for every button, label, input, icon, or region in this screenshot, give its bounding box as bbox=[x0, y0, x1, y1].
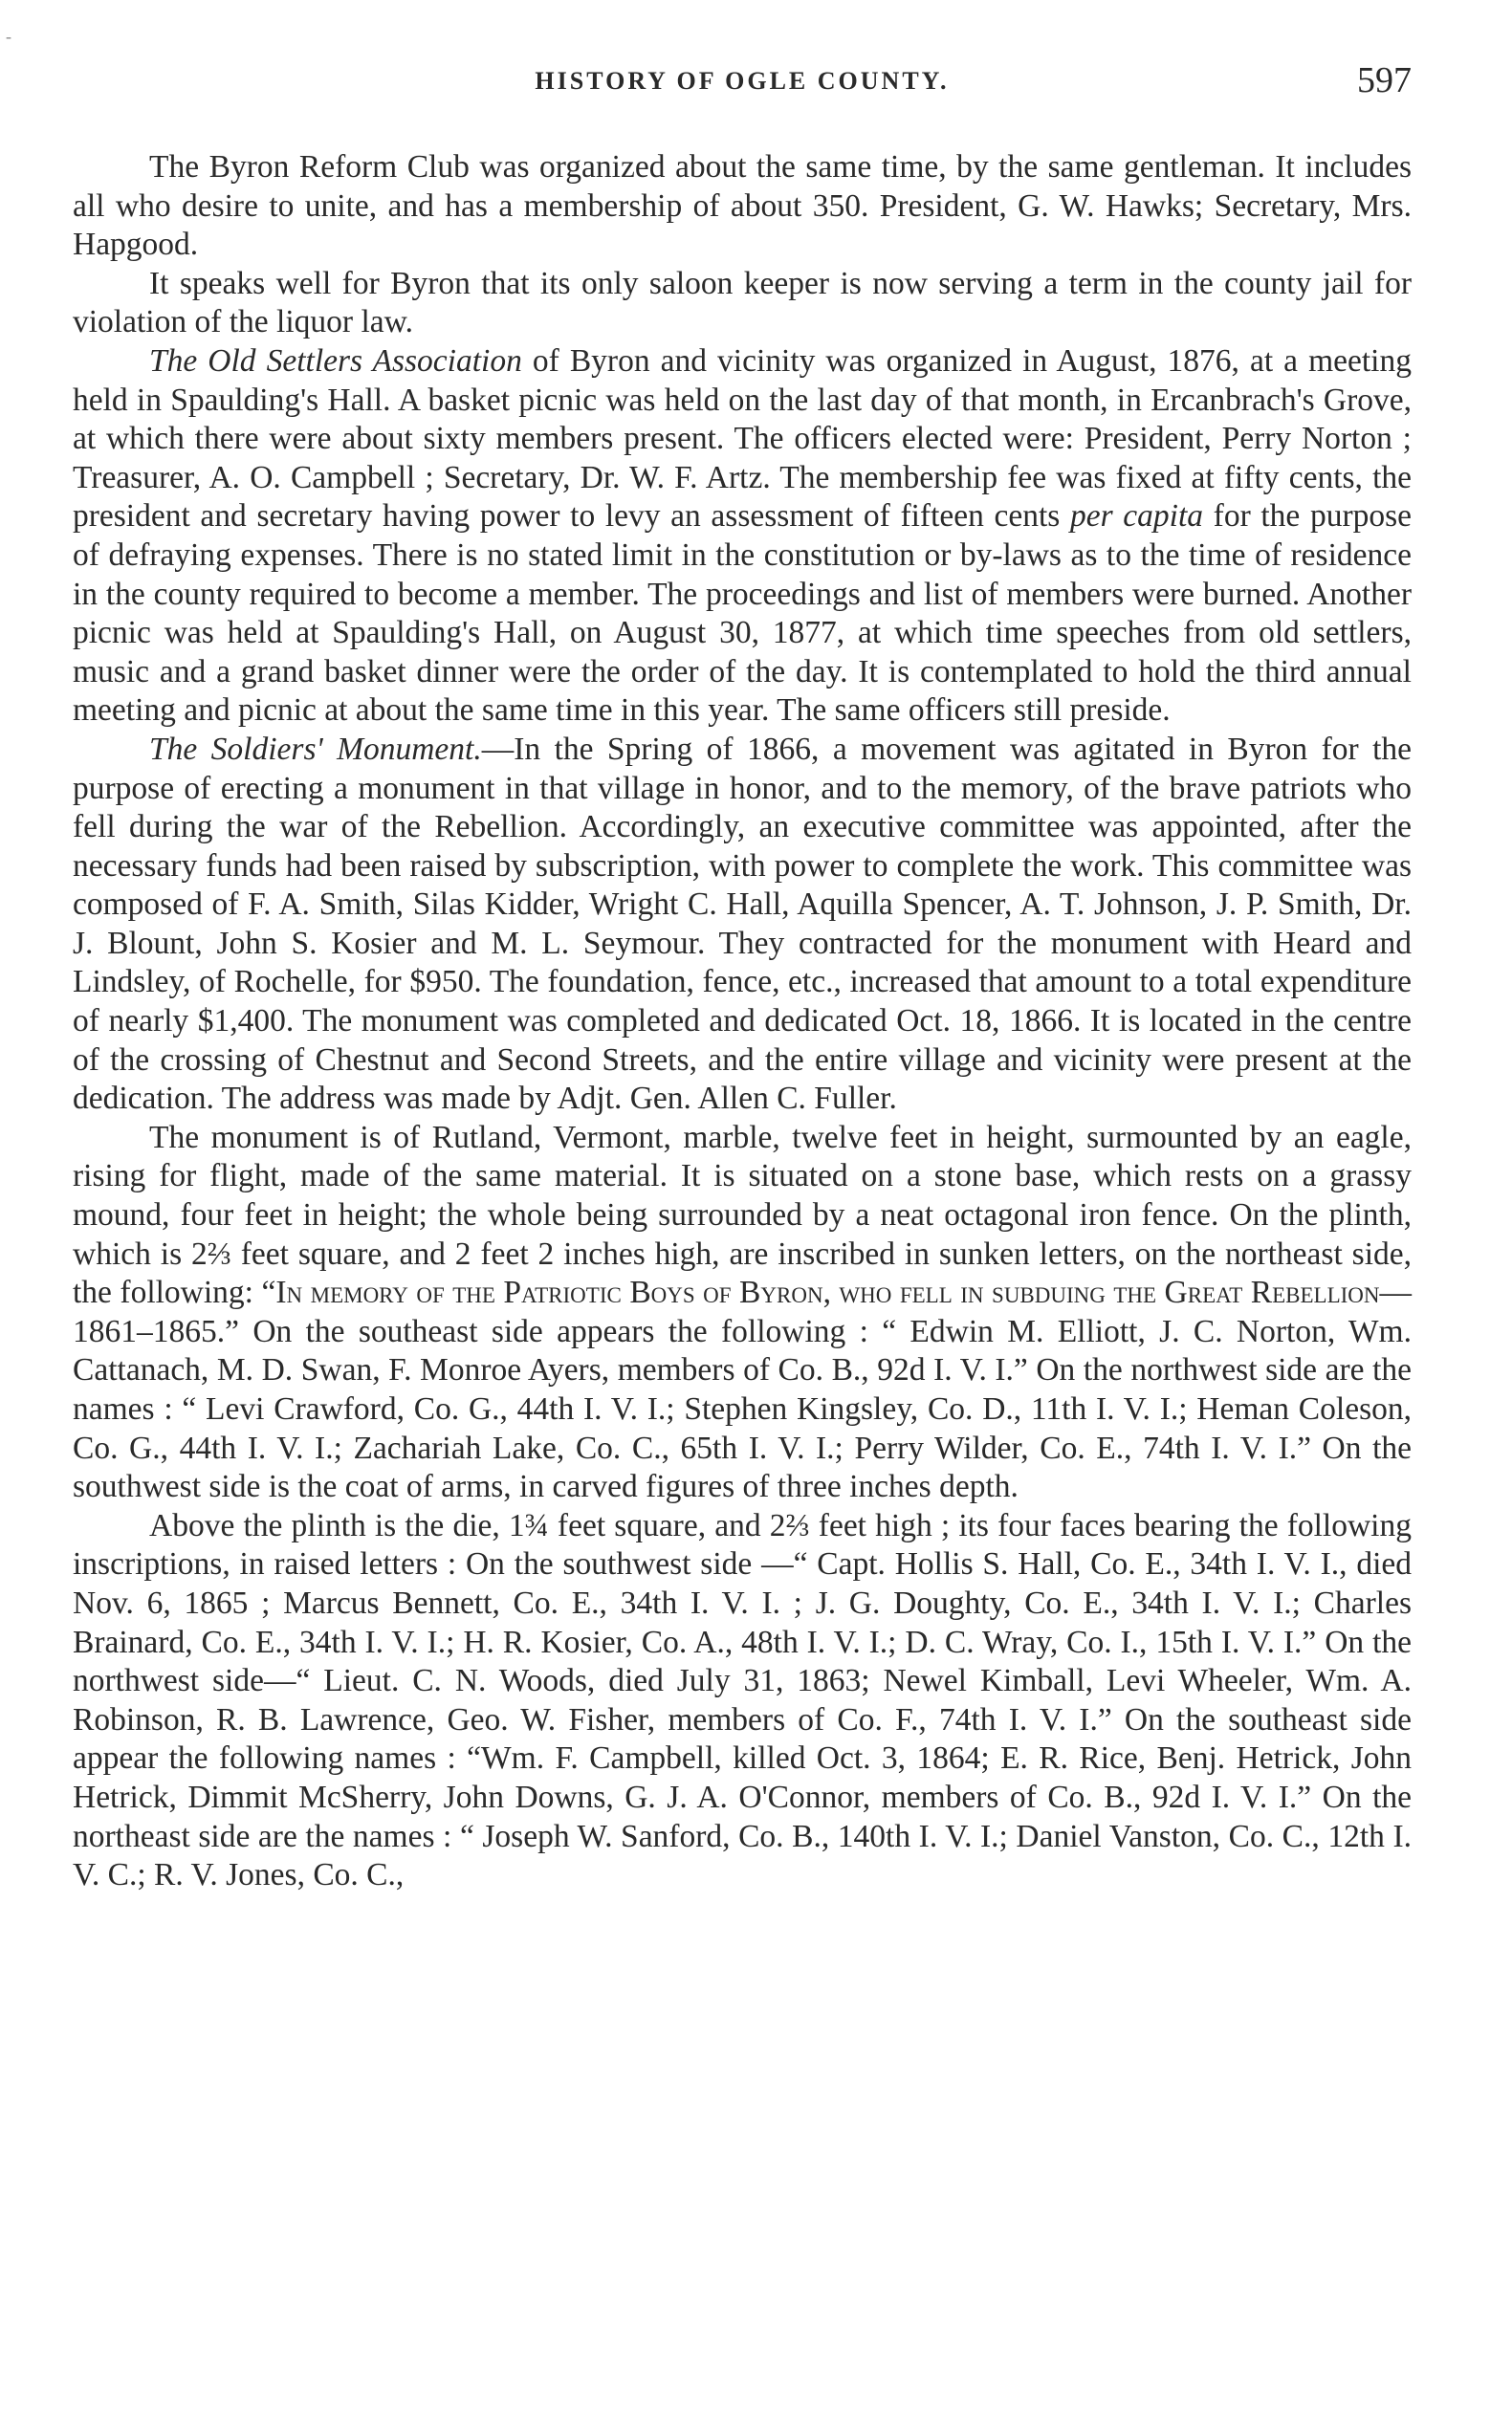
page-header bbox=[73, 59, 1412, 107]
plinth-inscription: In memory of the Patriotic Boys of Byron, who fell in subduing the Great Rebellion bbox=[275, 1275, 1380, 1311]
running-title: HISTORY OF OGLE COUNTY. bbox=[535, 67, 950, 95]
per-capita-phrase: per capita bbox=[1070, 498, 1204, 535]
soldiers-monument-text: —In the Spring of 1866, a movement was agitated in Byron for the purpose of erecting a monument in that village in honor, and to the memory, of the brave patriots who fell during the war of the Rebellion. Accordingly, an executive committee was appointed, after the necessary funds had been raised by subscription, with power to complete the work. This committee was composed of F. A. Smith, Silas Kidder, Wright C. Hall, Aquilla Spencer, A. T. Johnson, J. P. Smith, Dr. J. Blount, John S. Kosier and M. L. Seymour. They contracted for the monument with Heard and Lindsley, of Rochelle, for $950. The foundation, fence, etc., increased that amount to a total expenditure of nearly $1,400. The monument was completed and dedicated Oct. 18, 1866. It is located in the centre of the crossing of Chestnut and Second Streets, and the entire village and vicinity were present at the dedication. The address was made by Adjt. Gen. Allen C. Fuller. bbox=[73, 731, 1412, 1117]
paragraph-die-inscriptions: Above the plinth is the die, 1¾ feet square, and 2⅔ feet high ; its four faces bearing the following inscriptions, in raised letters : On the southwest side —“ Capt. Hollis S. Hall, Co. E., 34th I. V. I., died Nov. 6, 1865 ; Marcus Bennett, Co. E., 34th I. V. I. ; J. G. Doughty, Co. E., 34th I. V. I.; Charles Brainard, Co. E., 34th I. V. I.; H. R. Kosier, Co. A., 48th I. V. I.; D. C. Wray, Co. I., 15th I. V. I.” On the northwest side—“ Lieut. C. N. Woods, died July 31, 1863; Newel Kimball, Levi Wheeler, Wm. A. Robinson, R. B. Lawrence, Geo. W. Fisher, members of Co. F., 74th I. V. I.” On the southeast side appear the following names : “Wm. F. Campbell, killed Oct. 3, 1864; E. R. Rice, Benj. Hetrick, John Hetrick, Dimmit McSherry, John Downs, G. J. A. O'Connor, members of Co. B., 92d I. V. I.” On the northeast side are the names : “ Joseph W. Sanford, Co. B., 140th I. V. I.; Daniel Vanston, Co. C., 12th I. V. C.; R. V. Jones, Co. C., bbox=[73, 1507, 1412, 1893]
paragraph-old-settlers bbox=[73, 342, 1412, 731]
old-settlers-text-a: of Byron and vicinity was organized in August, 1876, at a meeting held in Spaulding's Hall. A basket picnic was held on the last day of that month, in Ercanbrach's Grove, at which there were about sixty members present. The officers elected were: President, Perry Norton ; Treasurer, A. O. Campbell ; Secretary, Dr. W. F. Artz. The membership fee was fixed at fifty cents, the president and secretary having power to levy an assessment of fifteen cents bbox=[73, 342, 1412, 535]
monument-text-b: —1861–1865.” On the southeast side appears the following : “ Edwin M. Elliott, J. C. Norton, Wm. Cattanach, M. D. Swan, F. Monroe Ayers, members of Co. B., 92d I. V. I.” On the northwest side are the names : “ Levi Crawford, Co. G., 44th I. V. I.; Stephen Kingsley, Co. D., 11th I. V. I.; Heman Coleson, Co. G., 44th I. V. I.; Zachariah Lake, Co. C., 65th I. V. I.; Perry Wilder, Co. E., 74th I. V. I.” On the southwest side is the coat of arms, in carved figures of three inches depth. bbox=[73, 1275, 1412, 1505]
corner-mark: - bbox=[6, 27, 11, 46]
old-settlers-text-b: for the purpose of defraying expenses. There is no stated limit in the constitution or by-laws as to the time of residence in the county required to become a member. The proceedings and list of members were burned. Another picnic was held at Spaulding's Hall, on August 30, 1877, at which time speeches from old settlers, music and a grand basket dinner were the order of the day. It is contemplated to hold the third annual meeting and picnic at about the same time in this year. The same officers still preside. bbox=[73, 498, 1412, 729]
monument-text-a: The monument is of Rutland, Vermont, marble, twelve feet in height, surmounted by an eagle, rising for flight, made of the same material. It is situated on a stone base, which rests on a grassy mound, four feet in height; the whole being surrounded by a neat octagonal iron fence. On the plinth, which is 2⅔ feet square, and 2 feet 2 inches high, are inscribed in sunken letters, on the northeast side, the following: “ bbox=[73, 1119, 1412, 1311]
paragraph-saloon-keeper: It speaks well for Byron that its only saloon keeper is now serving a term in the county jail for violation of the liquor law. bbox=[73, 265, 1412, 340]
paragraph-monument-description bbox=[73, 1119, 1412, 1507]
paragraph-reform-club: The Byron Reform Club was organized about the same time, by the same gentleman. It includes all who desire to unite, and has a membership of about 350. President, G. W. Hawks; Secretary, Mrs. Hapgood. bbox=[73, 149, 1412, 263]
paragraph-soldiers-monument bbox=[73, 731, 1412, 1119]
page-number: 597 bbox=[1357, 60, 1412, 100]
section-title-old-settlers: The Old Settlers Association bbox=[149, 342, 522, 379]
body-text bbox=[73, 148, 1412, 1895]
section-title-soldiers-monument: The Soldiers' Monument. bbox=[149, 731, 482, 767]
